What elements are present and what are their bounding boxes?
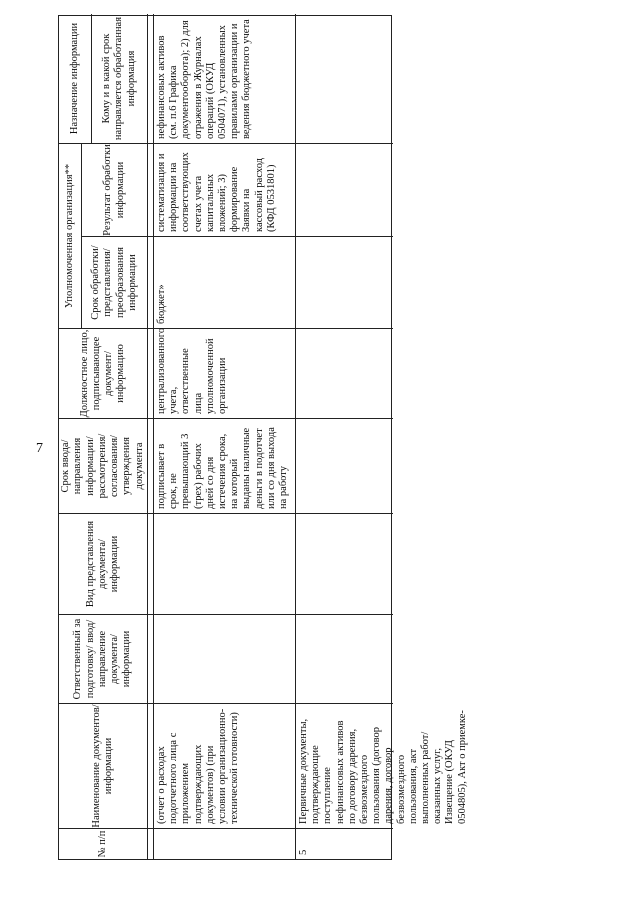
- header-name: Наименование документов/информации: [90, 704, 114, 828]
- row2-official: [296, 329, 393, 418]
- row1-auth-deadline: бюджет»: [156, 284, 167, 324]
- row2-responsible: [296, 615, 393, 703]
- row2-num: 5: [298, 849, 309, 855]
- row1-num: [154, 829, 295, 859]
- row1-official: централизованного учета, ответственные лица уполномоченной организации: [156, 327, 229, 414]
- header-official: Должностное лицо, подписывающее документ/ информацию: [78, 329, 127, 418]
- header-recipient: Кому и в какой срок направляется обработанная информация: [101, 16, 137, 141]
- row1-responsible: [154, 615, 295, 703]
- row1-type: [154, 514, 295, 614]
- header-auth-result: Результат обработки информации: [102, 144, 126, 236]
- row2-auth-result: [296, 144, 393, 236]
- header-responsible: Ответственный за подготовку/ ввод/ направление документа/ информации: [72, 618, 133, 700]
- rotated-table-sheet: [58, 15, 468, 860]
- page-number: 7: [36, 441, 43, 456]
- row1-auth-result: систематизация и информации на соответствующих счетах учета капитальных вложений; 3) формирование Заявки на кассовый расход (КФД 0531801): [156, 152, 277, 232]
- row1-deadline: подписывает в срок, не превышающий 3 (трех) рабочих дней со дня истечения срока, на который выданы наличные деньги в подотчет или со дня выхода на работу: [156, 427, 290, 509]
- row2-auth-deadline: [296, 237, 393, 328]
- row2-deadline: [296, 419, 393, 513]
- header-type: Вид представления документа/ информации: [84, 520, 121, 608]
- row2-purpose: [296, 14, 393, 143]
- header-purpose: Назначение информации: [68, 22, 80, 135]
- row1-name: (отчет о расходах подотчетного лица с приложением подтверждающих документов) (при условии организационно-технической готовности): [156, 708, 241, 824]
- header-auth-deadline: Срок обработки/ представления/ преобразования информации: [90, 245, 138, 320]
- row2-name: Первичные документы, подтверждающие поступление нефинансовых активов по договору дарения, безвозмездного пользования (договор дарения, договор безвозмездного пользования, акт выполненных работ/оказанных услуг, Извещение (ОКУД 0504805), Акт о приемке-: [298, 710, 468, 824]
- header-deadline: Срок ввода/ направления информации/ рассмотрения/ согласования/ утверждения документа: [60, 433, 145, 499]
- documents-table: [58, 15, 468, 860]
- header-auth-org: Уполномоченная организация**: [63, 163, 75, 309]
- row1-purpose: нефинансовых активов (см. п.6 Графика документооборота); 2) для отражения в Журналах операций (ОКУД 0504071), установленных правилами организации и ведения бюджетного учета: [156, 19, 253, 139]
- row2-type: [296, 514, 393, 614]
- header-num: № п/п: [96, 830, 108, 858]
